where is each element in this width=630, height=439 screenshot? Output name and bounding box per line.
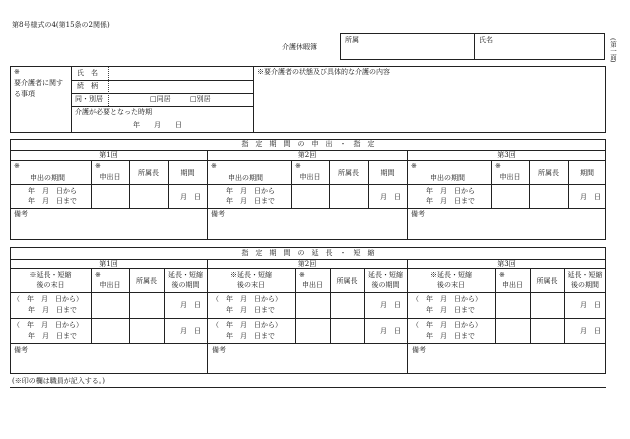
name-label: 氏名 (479, 36, 493, 44)
extension-head-header-3: 所属長 (536, 277, 558, 285)
extension-round-2: 第2回 (297, 260, 317, 268)
request-date-mark-3: ※ (495, 162, 501, 170)
extension-date-header-1: 申出日 (99, 281, 121, 289)
extension-end-mark-2: ※延長・短縮 (230, 271, 272, 279)
request-date-mark-1: ※ (95, 162, 101, 170)
extension-row2-from-2[interactable]: （ 年 月 日から） (212, 321, 282, 329)
extension-after-mark-2: 延長・短縮 (368, 271, 403, 279)
request-date-header-3: 申出日 (499, 173, 521, 181)
request-length-1[interactable]: 月 日 (180, 193, 201, 201)
care-condition-label: ※要介護者の状態及び具体的な介護の内容 (257, 68, 390, 76)
request-period-mark-1: ※ (14, 162, 20, 170)
extension-end-mark-1: ※延長・短縮 (29, 271, 72, 279)
request-to-2[interactable]: 年 月 日まで (226, 197, 275, 205)
request-date-header-1: 申出日 (99, 173, 121, 181)
extension-row1-from-2[interactable]: （ 年 月 日から） (212, 295, 282, 303)
relation-label: 続 柄 (77, 82, 98, 90)
extension-row2-length-3[interactable]: 月 日 (580, 327, 601, 335)
request-remarks-3[interactable]: 備考 (411, 210, 425, 218)
footer-note: (※印の欄は職員が記入する。) (12, 377, 105, 385)
request-period-header-1: 申出の期間 (30, 174, 65, 182)
extension-row1-length-1[interactable]: 月 日 (180, 301, 201, 309)
extension-row1-to-1[interactable]: 年 月 日まで (28, 306, 77, 314)
request-to-3[interactable]: 年 月 日まで (426, 197, 475, 205)
extension-end-header-3: 後の末日 (437, 281, 465, 289)
request-round-2: 第2回 (297, 151, 317, 159)
extension-row2-from-3[interactable]: （ 年 月 日から） (412, 321, 482, 329)
extension-section-title: 指 定 期 間 の 延 長 ・ 短 縮 (241, 249, 375, 257)
cohabit-label: 同・別居 (75, 95, 103, 103)
extension-remarks-3[interactable]: 備考 (412, 346, 426, 354)
extension-end-header-1: 後の末日 (36, 281, 65, 289)
request-to-1[interactable]: 年 月 日まで (28, 197, 77, 205)
request-date-header-2: 申出日 (299, 173, 321, 181)
request-remarks-1[interactable]: 備考 (14, 210, 28, 218)
separate-checkbox[interactable]: □別居 (190, 95, 211, 103)
extension-date-header-3: 申出日 (502, 281, 523, 289)
extension-date-header-2: 申出日 (302, 281, 323, 289)
extension-end-mark-3: ※延長・短縮 (430, 271, 472, 279)
request-section-title: 指 定 期 間 の 申 出 ・ 指 定 (241, 140, 375, 148)
request-period-header-2: 申出の期間 (228, 174, 263, 182)
affiliation-name-box (340, 33, 605, 60)
caregiving-mark: ※ (14, 68, 20, 76)
request-length-header-1: 期間 (180, 169, 195, 177)
extension-date-mark-2: ※ (299, 271, 305, 279)
extension-remarks-2[interactable]: 備考 (212, 346, 226, 354)
form-title: 介護休暇簿 (282, 43, 317, 51)
extension-row1-to-2[interactable]: 年 月 日まで (226, 306, 275, 314)
extension-row1-to-3[interactable]: 年 月 日まで (426, 306, 475, 314)
patient-name-label: 氏 名 (77, 69, 98, 77)
extension-date-mark-1: ※ (95, 271, 101, 279)
extension-row2-to-3[interactable]: 年 月 日まで (426, 332, 475, 340)
extension-row1-length-2[interactable]: 月 日 (380, 301, 401, 309)
request-length-2[interactable]: 月 日 (380, 193, 401, 201)
request-length-header-2: 期間 (380, 169, 395, 177)
request-period-mark-3: ※ (411, 162, 417, 170)
cohabit-checkbox[interactable]: □同居 (150, 95, 171, 103)
request-length-3[interactable]: 月 日 (580, 193, 601, 201)
request-length-header-3: 期間 (580, 169, 594, 177)
request-head-header-1: 所属長 (138, 169, 159, 177)
form-number: 第8号様式の4(第15条の2関係) (12, 21, 110, 29)
care-needed-since-label: 介護が必要となった時期 (75, 108, 152, 116)
request-round-3: 第3回 (497, 151, 516, 159)
extension-row2-length-1[interactable]: 月 日 (180, 327, 201, 335)
extension-after-mark-3: 延長・短縮 (567, 271, 603, 279)
extension-row1-from-1[interactable]: （ 年 月 日から） (13, 295, 83, 303)
request-period-header-3: 申出の期間 (430, 174, 465, 182)
care-needed-date: 年 月 日 (133, 121, 182, 129)
extension-row1-length-3[interactable]: 月 日 (580, 301, 601, 309)
request-head-header-3: 所属長 (538, 169, 559, 177)
extension-head-header-2: 所属長 (336, 277, 358, 285)
request-head-header-2: 所属長 (338, 169, 359, 177)
caregiving-section-label: 要介護者に関する事項 (14, 79, 63, 98)
page-side-tab: (第一面) (609, 38, 617, 63)
extension-after-mark-1: 延長・短縮 (168, 271, 203, 279)
extension-date-mark-3: ※ (499, 271, 505, 279)
extension-remarks-1[interactable]: 備考 (14, 346, 28, 354)
request-date-mark-2: ※ (295, 162, 301, 170)
request-from-2[interactable]: 年 月 日から (226, 187, 275, 195)
extension-row2-length-2[interactable]: 月 日 (380, 327, 401, 335)
affiliation-label: 所属 (345, 36, 359, 44)
extension-round-1: 第1回 (99, 260, 118, 268)
extension-round-3: 第3回 (497, 260, 516, 268)
extension-row1-from-3[interactable]: （ 年 月 日から） (412, 295, 482, 303)
request-remarks-2[interactable]: 備考 (211, 210, 225, 218)
extension-after-header-3: 後の期間 (571, 281, 599, 289)
request-period-mark-2: ※ (211, 162, 217, 170)
extension-after-header-2: 後の期間 (371, 281, 400, 289)
extension-row2-from-1[interactable]: （ 年 月 日から） (13, 321, 83, 329)
extension-after-header-1: 後の期間 (171, 281, 200, 289)
extension-end-header-2: 後の末日 (237, 281, 265, 289)
request-from-3[interactable]: 年 月 日から (426, 187, 475, 195)
request-round-1: 第1回 (99, 151, 118, 159)
extension-row2-to-2[interactable]: 年 月 日まで (226, 332, 275, 340)
request-from-1[interactable]: 年 月 日から (28, 187, 77, 195)
extension-head-header-1: 所属長 (136, 277, 157, 285)
extension-row2-to-1[interactable]: 年 月 日まで (28, 332, 77, 340)
